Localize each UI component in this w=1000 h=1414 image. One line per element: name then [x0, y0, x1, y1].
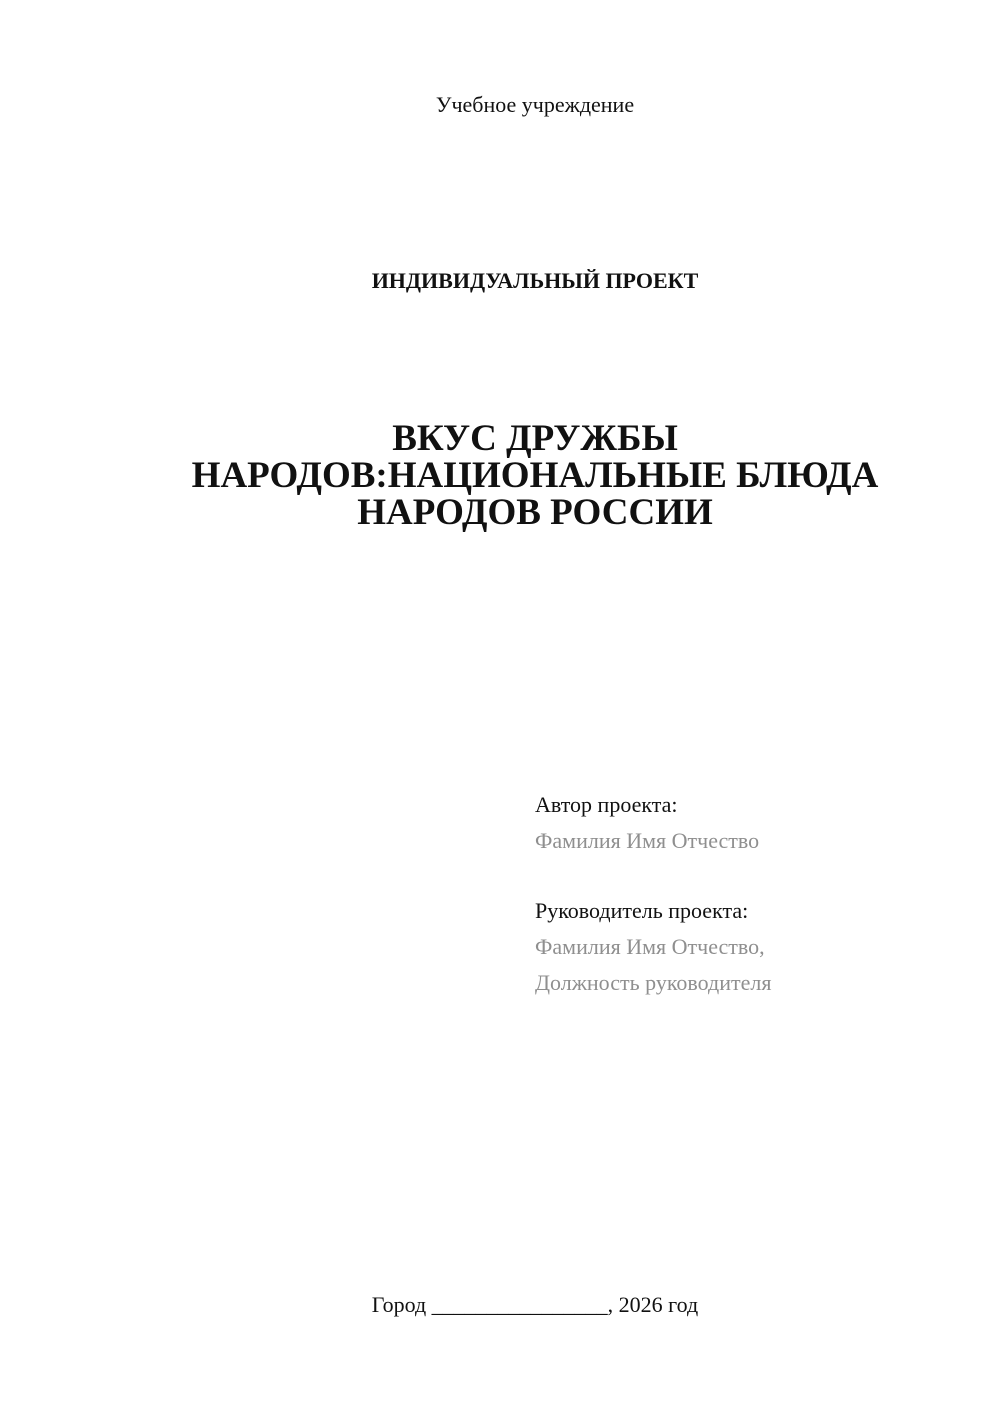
supervisor-label: Руководитель проекта: [535, 898, 749, 923]
document-title [0, 420, 1000, 531]
supervisor-position: Должность руководителя [535, 970, 772, 995]
author-name: Фамилия Имя Отчество [535, 828, 760, 853]
document-type: ИНДИВИДУАЛЬНЫЙ ПРОЕКТ [371, 268, 699, 293]
title-line-2: НАРОДОВ:НАЦИОНАЛЬНЫЕ БЛЮДА [191, 455, 879, 496]
credits-spacer [535, 859, 975, 893]
institution-name: Учебное учреждение [435, 92, 635, 117]
title-line-1: ВКУС ДРУЖБЫ [392, 418, 678, 459]
author-label: Автор проекта: [535, 792, 678, 817]
title-line-3: НАРОДОВ РОССИИ [357, 492, 713, 533]
credits-block [535, 787, 975, 1001]
supervisor-name: Фамилия Имя Отчество, [535, 934, 765, 959]
city-year-line: Город ________________, 2026 год [371, 1292, 699, 1317]
